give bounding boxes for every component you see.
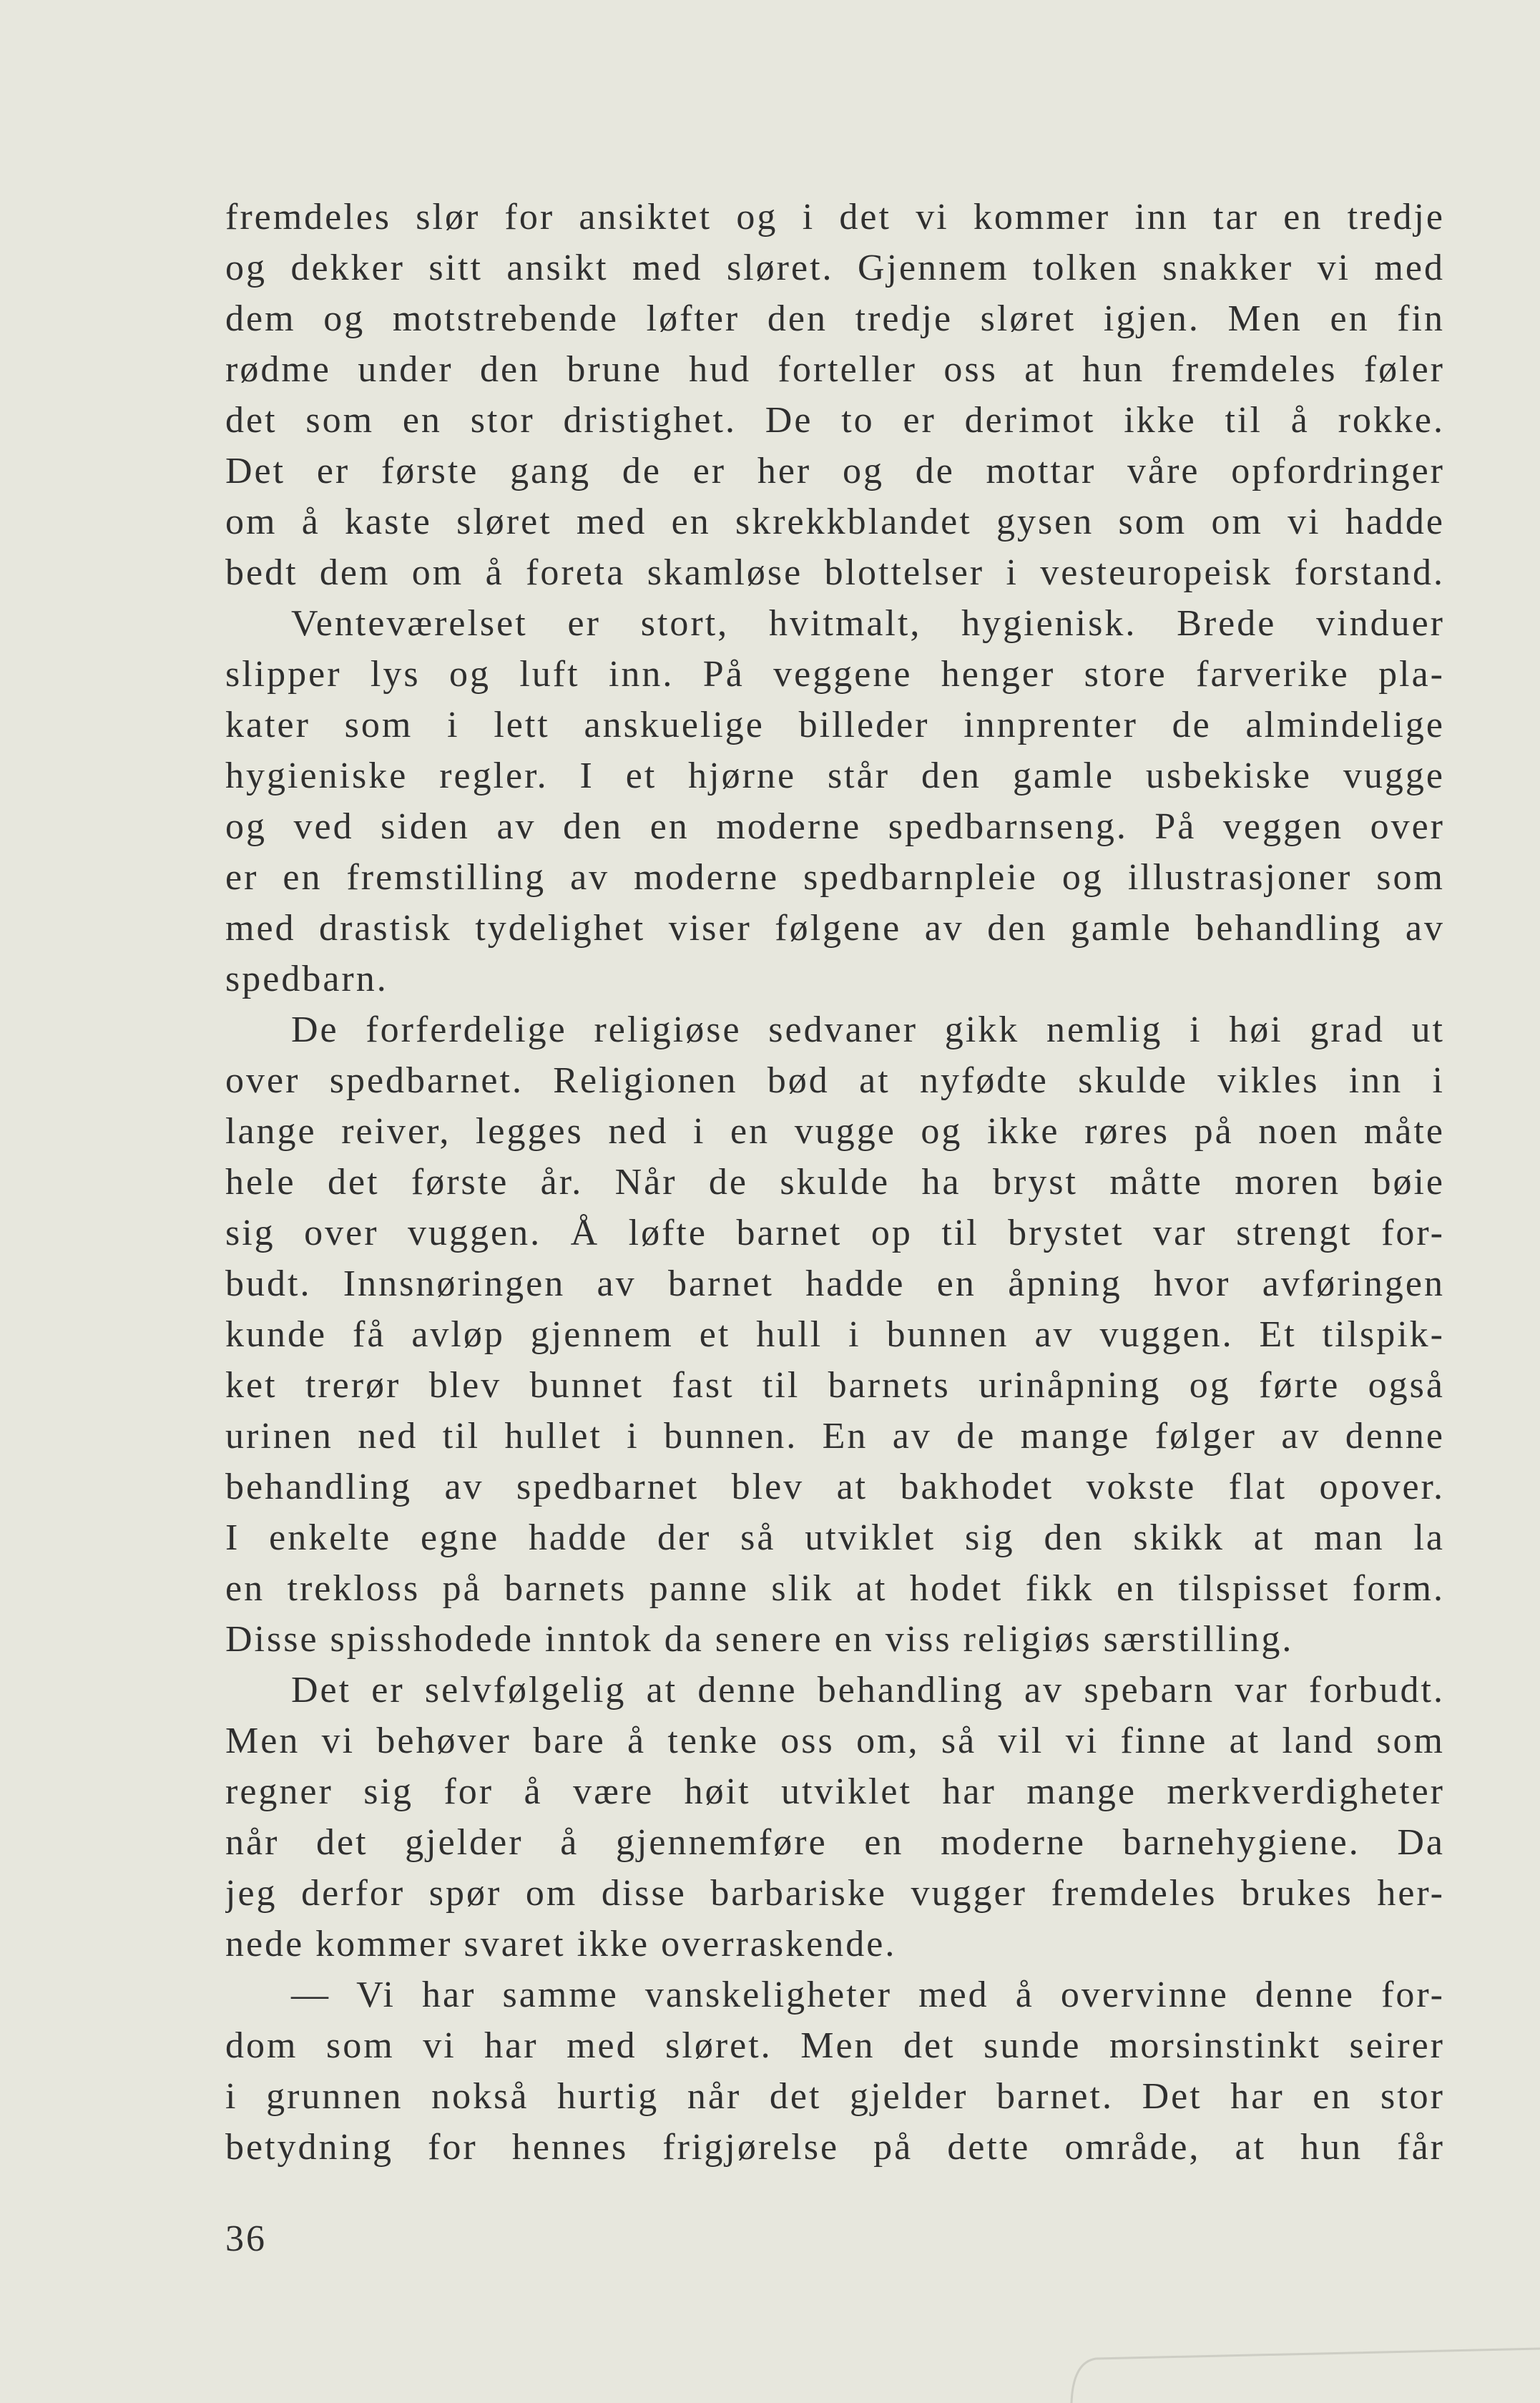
text-line: nede kommer svaret ikke overraskende.	[225, 1924, 897, 1964]
text-line: Det er første gang de er her og de mottar våre opfordringer	[225, 451, 1445, 491]
text-line: over spedbarnet. Religionen bød at nyfødte skulde vikles inn i	[225, 1060, 1445, 1101]
text-line: i grunnen nokså hurtig når det gjelder barnet. Det har en stor	[225, 2076, 1445, 2117]
text-line: Det er selvfølgelig at denne behandling av spebarn var forbudt.	[291, 1670, 1445, 1711]
text-line: med drastisk tydelighet viser følgene av den gamle behandling av	[225, 908, 1445, 949]
text-line: jeg derfor spør om disse barbariske vugger fremdeles brukes her-	[225, 1873, 1445, 1914]
text-line: sig over vuggen. Å løfte barnet op til brystet var strengt for-	[225, 1213, 1445, 1253]
text-line: kater som i lett anskuelige billeder innprenter de almindelige	[225, 705, 1445, 745]
text-line: lange reiver, legges ned i en vugge og ikke røres på noen måte	[225, 1111, 1445, 1152]
text-line: behandling av spedbarnet blev at bakhodet vokste flat opover.	[225, 1467, 1445, 1507]
text-line: ket trerør blev bunnet fast til barnets urinåpning og førte også	[225, 1365, 1445, 1406]
text-line: fremdeles slør for ansiktet og i det vi kommer inn tar en tredje	[225, 197, 1445, 238]
text-line: — Vi har samme vanskeligheter med å overvinne denne for-	[291, 1974, 1445, 2015]
paragraph	[225, 192, 1445, 598]
text-line: Disse spisshodede inntok da senere en viss religiøs særstilling.	[225, 1619, 1294, 1660]
text-line: budt. Innsnøringen av barnet hadde en åpning hvor avføringen	[225, 1263, 1445, 1304]
text-line: det som en stor dristighet. De to er derimot ikke til å rokke.	[225, 400, 1445, 441]
text-line: Men vi behøver bare å tenke oss om, så vil vi finne at land som	[225, 1721, 1445, 1761]
page-number: 36	[225, 2218, 267, 2259]
text-line: hele det første år. Når de skulde ha bryst måtte moren bøie	[225, 1162, 1445, 1203]
paragraph	[225, 598, 1445, 1004]
paragraph	[225, 1969, 1445, 2173]
paragraph	[225, 1004, 1445, 1665]
text-line: kunde få avløp gjennem et hull i bunnen av vuggen. Et tilspik-	[225, 1314, 1445, 1355]
text-line: en trekloss på barnets panne slik at hodet fikk en tilspisset form.	[225, 1568, 1445, 1609]
text-line: spedbarn.	[225, 959, 388, 999]
text-line: når det gjelder å gjennemføre en moderne barnehygiene. Da	[225, 1822, 1445, 1863]
text-line: bedt dem om å foreta skamløse blottelser i vesteuropeisk forstand.	[225, 552, 1445, 593]
text-line: betydning for hennes frigjørelse på dette område, at hun får	[225, 2127, 1445, 2168]
body-text	[225, 192, 1445, 2173]
text-line: dom som vi har med sløret. Men det sunde morsinstinkt seirer	[225, 2025, 1445, 2066]
text-line: og ved siden av den en moderne spedbarnseng. På veggen over	[225, 806, 1445, 847]
text-line: I enkelte egne hadde der så utviklet sig den skikk at man la	[225, 1517, 1445, 1558]
text-line: De forferdelige religiøse sedvaner gikk nemlig i høi grad ut	[291, 1009, 1445, 1050]
text-line: urinen ned til hullet i bunnen. En av de mange følger av denne	[225, 1416, 1445, 1457]
text-line: slipper lys og luft inn. På veggene henger store farverike pla-	[225, 654, 1445, 695]
text-line: om å kaste sløret med en skrekkblandet gysen som om vi hadde	[225, 501, 1445, 542]
text-line: dem og motstrebende løfter den tredje sløret igjen. Men en fin	[225, 298, 1445, 339]
text-line: hygieniske regler. I et hjørne står den gamle usbekiske vugge	[225, 755, 1445, 796]
text-line: og dekker sitt ansikt med sløret. Gjennem tolken snakker vi med	[225, 248, 1445, 288]
text-line: rødme under den brune hud forteller oss at hun fremdeles føler	[225, 349, 1445, 390]
text-line: regner sig for å være høit utviklet har mange merkverdigheter	[225, 1771, 1445, 1812]
text-line: Venteværelset er stort, hvitmalt, hygienisk. Brede vinduer	[291, 603, 1445, 644]
text-line: er en fremstilling av moderne spedbarnpleie og illustrasjoner som	[225, 857, 1445, 898]
paragraph	[225, 1665, 1445, 1969]
